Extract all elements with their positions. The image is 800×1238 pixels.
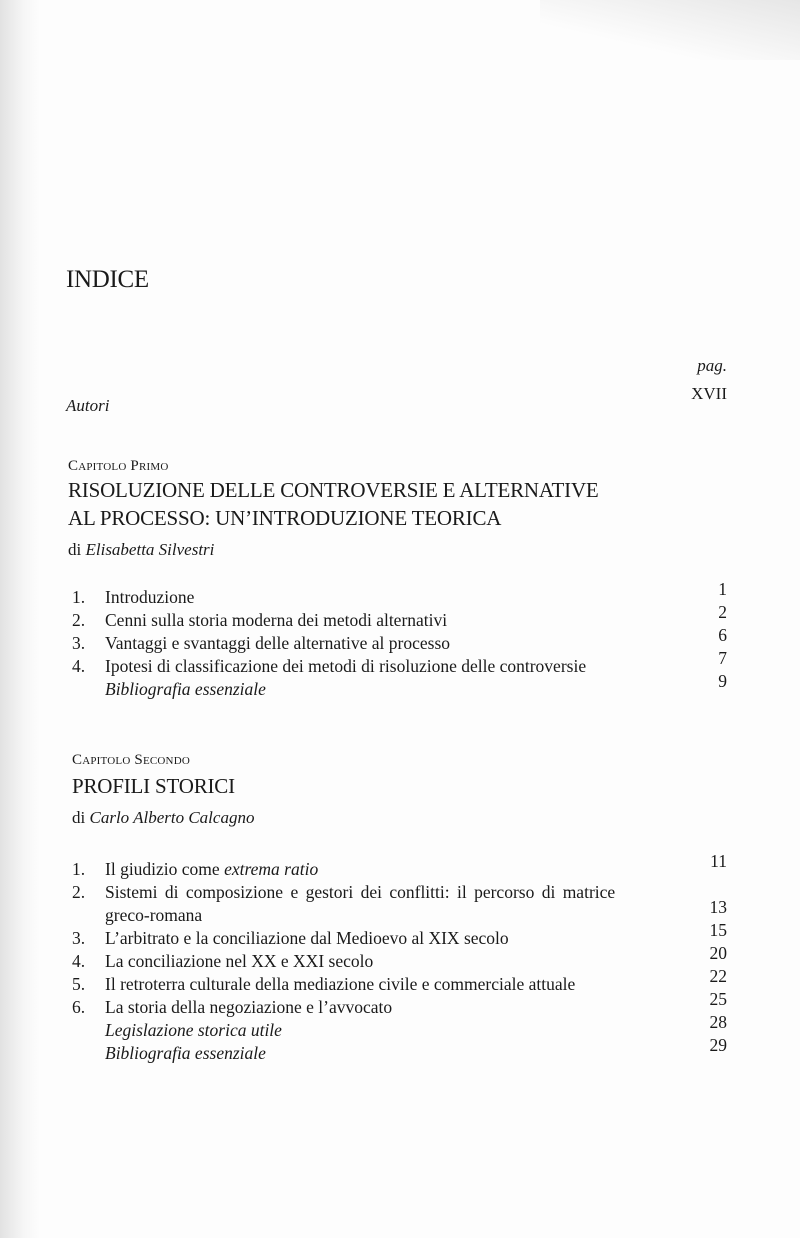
chapter-1-title-line: RISOLUZIONE DELLE CONTROVERSIE E ALTERNATIVE bbox=[68, 478, 599, 502]
chapter-2-title-line: PROFILI STORICI bbox=[72, 774, 235, 798]
toc-entry[interactable] bbox=[72, 625, 727, 655]
chapter-1-title bbox=[68, 476, 599, 532]
toc-entry-page: 9 bbox=[718, 671, 727, 691]
toc-entry-page: 25 bbox=[709, 989, 727, 1009]
toc-entry-page: 20 bbox=[709, 943, 727, 963]
toc-entry-text: Il retroterra culturale della mediazione civile e commerciale attuale bbox=[105, 974, 576, 994]
toc-entry-page: 6 bbox=[718, 625, 727, 645]
chapter-1-label: Capitolo Primo bbox=[68, 458, 169, 474]
page-title: INDICE bbox=[66, 266, 149, 293]
toc-entry-page: 22 bbox=[709, 966, 727, 986]
chapter-2-byline bbox=[72, 808, 254, 828]
toc-entry-text: Cenni sulla storia moderna dei metodi alternativi bbox=[105, 610, 448, 630]
toc-entry[interactable] bbox=[72, 920, 727, 950]
toc-entry-number: 6. bbox=[72, 997, 86, 1017]
toc-entry-text: Legislazione storica utile bbox=[105, 1020, 282, 1040]
toc-entry-text: Bibliografia essenziale bbox=[105, 1043, 266, 1063]
chapter-2-label: Capitolo Secondo bbox=[72, 752, 190, 768]
toc-entry-number: 5. bbox=[72, 974, 86, 994]
toc-entry[interactable] bbox=[72, 648, 727, 678]
authors-entry: Autori bbox=[66, 396, 110, 415]
toc-entry-text: La storia della negoziazione e l’avvocato bbox=[105, 997, 393, 1017]
toc-entry-page: 2 bbox=[718, 602, 727, 622]
toc-entry-number: 4. bbox=[72, 951, 86, 971]
toc-entry-text: Introduzione bbox=[105, 587, 195, 607]
toc-entry-number: 1. bbox=[72, 587, 86, 607]
chapter-1-author: Elisabetta Silvestri bbox=[85, 540, 215, 559]
toc-entry-page: 1 bbox=[718, 579, 727, 599]
toc-entry[interactable] bbox=[72, 881, 727, 904]
page-column-label: pag. bbox=[697, 356, 727, 375]
toc-entry-number: 2. bbox=[72, 610, 86, 630]
toc-entry-page: 28 bbox=[709, 1012, 727, 1032]
toc-entry-page: 29 bbox=[709, 1035, 727, 1055]
toc-entry-number: 3. bbox=[72, 928, 86, 948]
toc-entry-number: 1. bbox=[72, 859, 86, 879]
toc-entry[interactable] bbox=[72, 943, 727, 973]
toc-entry-text: Ipotesi di classificazione dei metodi di risoluzione delle controversie bbox=[105, 656, 587, 676]
toc-entry-number: 2. bbox=[72, 882, 86, 902]
toc-entry[interactable] bbox=[72, 966, 727, 996]
toc-entry-number: 3. bbox=[72, 633, 86, 653]
toc-entry-text-continued: greco-romana bbox=[105, 905, 203, 925]
toc-entry-page: 11 bbox=[710, 851, 727, 871]
toc-entry-text-italic: extrema ratio bbox=[224, 859, 319, 879]
chapter-1-byline bbox=[68, 540, 214, 560]
chapter-2-author: Carlo Alberto Calcagno bbox=[89, 808, 255, 827]
toc-entry-bibliography[interactable] bbox=[72, 1035, 727, 1065]
toc-entry-text: L’arbitrato e la conciliazione dal Medioevo al XIX secolo bbox=[105, 928, 509, 948]
chapter-1-title-line: AL PROCESSO: UN’INTRODUZIONE TEORICA bbox=[68, 506, 502, 530]
chapter-2-title bbox=[72, 772, 235, 800]
toc-entry-text: Bibliografia essenziale bbox=[105, 679, 266, 699]
toc-entry-text: La conciliazione nel XX e XXI secolo bbox=[105, 951, 374, 971]
chapter-2-toc bbox=[72, 851, 727, 1065]
authors-page-number: XVII bbox=[691, 384, 727, 403]
toc-entry[interactable] bbox=[72, 579, 727, 609]
toc-entry[interactable] bbox=[72, 602, 727, 632]
toc-entry-number: 4. bbox=[72, 656, 86, 676]
toc-entry[interactable] bbox=[72, 989, 727, 1019]
toc-entry-text: Il giudizio come bbox=[105, 859, 220, 879]
toc-entry[interactable] bbox=[72, 851, 727, 881]
byline-prefix: di bbox=[72, 808, 86, 827]
toc-entry-page: 13 bbox=[709, 897, 727, 917]
byline-prefix: di bbox=[68, 540, 82, 559]
toc-entry-text-wrap bbox=[105, 858, 318, 881]
toc-entry-text: Sistemi di composizione e gestori dei conflitti: il percorso di matrice bbox=[105, 882, 616, 902]
toc-entry-page: 7 bbox=[718, 648, 727, 668]
toc-entry-legislation[interactable] bbox=[72, 1012, 727, 1042]
toc-entry-text: Vantaggi e svantaggi delle alternative al processo bbox=[105, 633, 451, 653]
toc-entry-page: 15 bbox=[709, 920, 727, 940]
toc-entry-continued[interactable] bbox=[72, 897, 727, 927]
chapter-1-toc bbox=[72, 579, 727, 701]
toc-entry-bibliography[interactable] bbox=[72, 671, 727, 701]
